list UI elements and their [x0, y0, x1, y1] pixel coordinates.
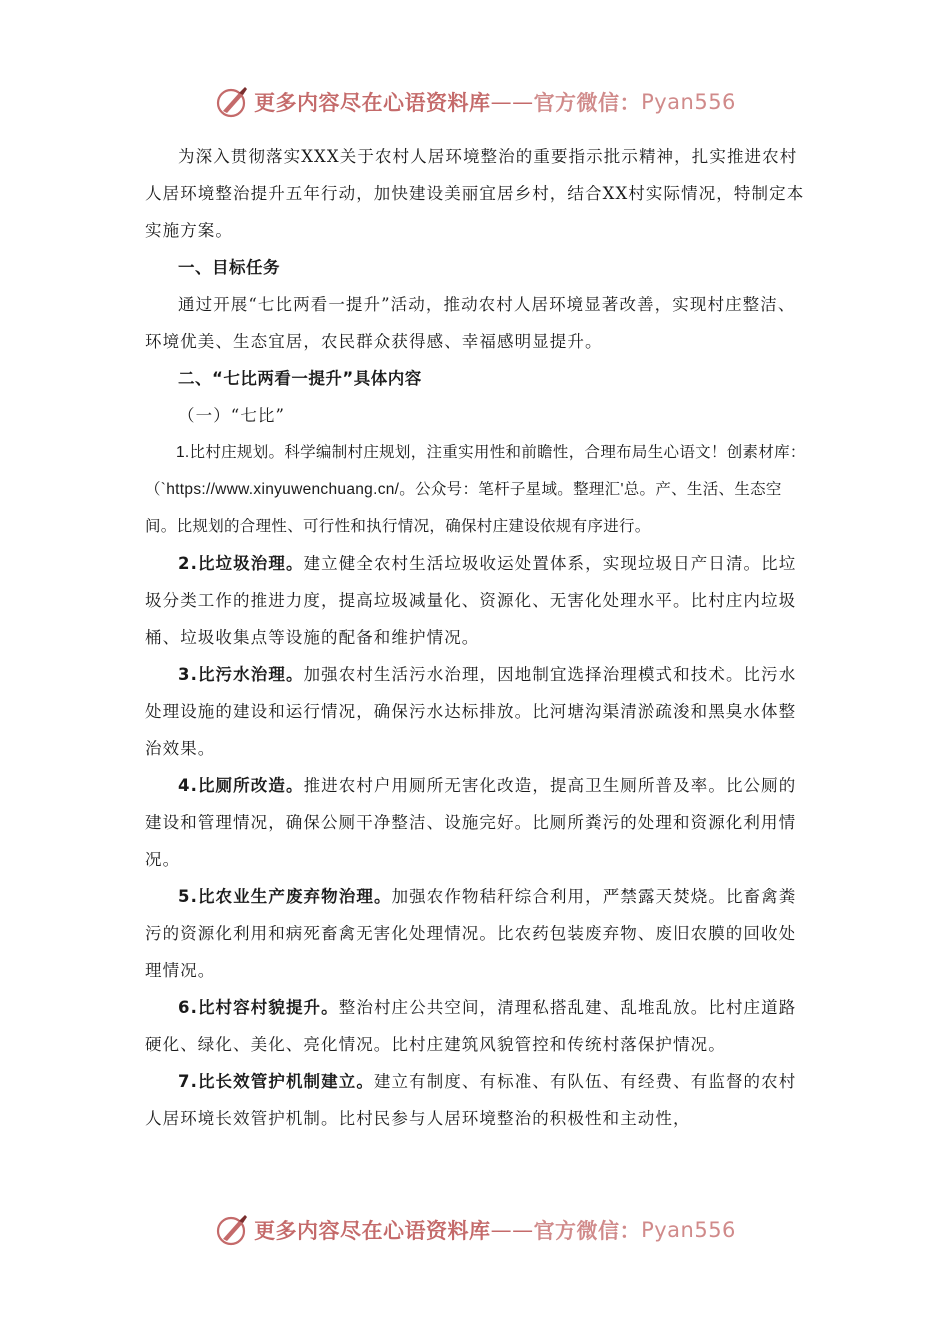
item-body: 推进农村户用厕所无害化改造，提高卫生厕所普及率。比公厕的建设和管理情况，确保公厕干净整洁、设施完好。比厕所粪污的处理和资源化利用情况。	[145, 776, 797, 869]
banner-logo	[214, 1212, 736, 1248]
banner-wechat-id: Pyan556	[641, 1218, 736, 1242]
subsection-heading: （一）“七比”	[178, 406, 286, 425]
banner-dash: ——	[490, 90, 534, 114]
banner-wechat-id: Pyan556	[641, 90, 736, 114]
item-lead: 6.比村容村貌提升。	[178, 998, 339, 1017]
item-body: 建立健全农村生活垃圾收运处置体系，实现垃圾日产日清。比垃圾分类工作的推进力度，提高垃圾减量化、资源化、无害化处理水平。比村庄内垃圾桶、垃圾收集点等设施的配备和维护情况。	[145, 554, 797, 647]
list-item	[145, 656, 810, 767]
document-body	[145, 138, 810, 1137]
item-body: 整治村庄公共空间，清理私搭乱建、乱堆乱放。比村庄道路硬化、绿化、美化、亮化情况。比村庄建筑风貌管控和传统村落保护情况。	[145, 998, 797, 1054]
section-paragraph: 通过开展“七比两看一提升”活动，推动农村人居环境显著改善，实现村庄整洁、环境优美、生态宜居，农民群众获得感、幸福感明显提升。	[145, 295, 796, 351]
item-lead: 2.比垃圾治理。	[178, 554, 304, 573]
pen-circle-icon	[214, 1212, 250, 1248]
item-body: 加强农村生活污水治理，因地制宜选择治理模式和技术。比污水处理设施的建设和运行情况，确保污水达标排放。比河塘沟渠清淤疏浚和黑臭水体整治效果。	[145, 665, 797, 758]
intro-paragraph: 为深入贯彻落实XXX关于农村人居环境整治的重要指示批示精神，扎实推进农村人居环境整治提升五年行动，加快建设美丽宜居乡村，结合XX村实际情况，特制定本实施方案。	[145, 147, 805, 240]
list-item	[145, 545, 810, 656]
banner-title: 更多内容尽在心语资料库	[254, 91, 491, 115]
list-item	[145, 989, 810, 1063]
header-banner	[0, 80, 950, 124]
item-lead: 7.比长效管护机制建立。	[178, 1072, 374, 1091]
list-item	[145, 767, 810, 878]
banner-wechat-label: 官方微信：	[533, 91, 642, 115]
section-heading: 一、目标任务	[178, 258, 280, 277]
item-lead: 5.比农业生产废弃物治理。	[178, 887, 392, 906]
list-item	[145, 1063, 810, 1137]
pen-circle-icon	[214, 84, 250, 120]
banner-dash: ——	[490, 1218, 534, 1242]
section-heading: 二、“七比两看一提升”具体内容	[178, 369, 422, 388]
list-item	[145, 878, 810, 989]
item-body: 建立有制度、有标准、有队伍、有经费、有监督的农村人居环境长效管护机制。比村民参与人居环境整治的积极性和主动性，	[145, 1072, 797, 1128]
footer-banner	[0, 1208, 950, 1252]
banner-wechat-label: 官方微信：	[533, 1219, 642, 1243]
item-lead: 4.比厕所改造。	[178, 776, 304, 795]
list-item: 1.比村庄规划。科学编制村庄规划，注重实用性和前瞻性，合理布局生心语文！创素材库：（`https://www.xinyuwenchuang.cn/。公众号：笔杆子星域。整理汇'总。产、生活、生态空间。比规划的合理性、可行性和执行情况，确保村庄建设依规有序进行。	[145, 444, 806, 535]
item-lead: 3.比污水治理。	[178, 665, 304, 684]
banner-title: 更多内容尽在心语资料库	[254, 1219, 491, 1243]
item-body: 加强农作物秸秆综合利用，严禁露天焚烧。比畜禽粪污的资源化利用和病死畜禽无害化处理情况。比农药包装废弃物、废旧农膜的回收处理情况。	[145, 887, 797, 980]
banner-logo	[214, 84, 736, 120]
